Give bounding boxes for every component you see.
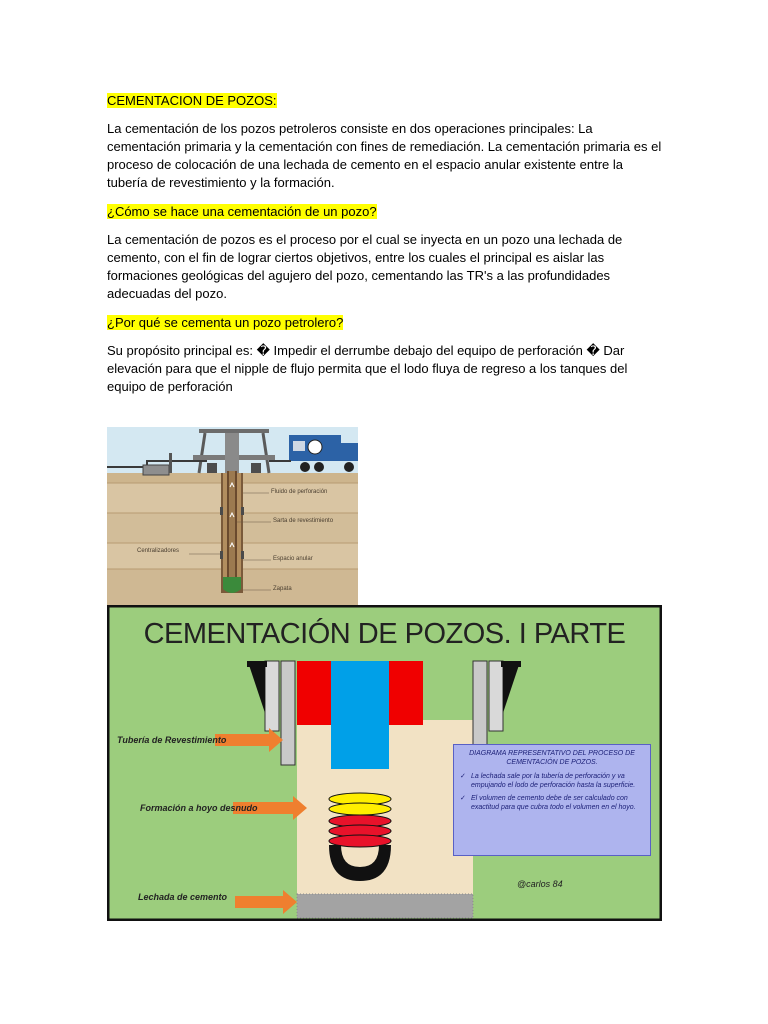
centralizer [220, 551, 223, 559]
wheel [344, 462, 354, 472]
valve [169, 453, 172, 473]
label-tuberia: Tubería de Revestimiento [117, 735, 227, 745]
label-annulus: Espacio anular [273, 556, 313, 562]
kelly [225, 433, 239, 473]
gauge [308, 440, 322, 454]
centralizer [241, 551, 244, 559]
rig-top-beam [199, 429, 269, 433]
info-box-item-text: La lechada sale por la tubería de perforación y va empujando el lodo de perforación hasta la superficie. [471, 773, 636, 789]
centralizer [241, 507, 244, 515]
heading-como-text: ¿Cómo se hace una cementación de un pozo? [107, 204, 377, 219]
bop [207, 463, 217, 473]
label-centralizers: Centralizadores [137, 548, 180, 554]
wheel [300, 462, 310, 472]
author-credit: @carlos 84 [517, 879, 563, 889]
label-casing-string: Sarta de revestimiento [273, 518, 334, 524]
info-box-item [460, 794, 644, 812]
drill-pipe [331, 661, 389, 761]
casing-inner [229, 471, 235, 587]
heading-cementacion [107, 92, 667, 109]
heading-cementacion-text: CEMENTACION DE POZOS: [107, 93, 277, 108]
cement-band-yellow [329, 803, 391, 815]
label-fluid: Fluido de perforación [271, 489, 328, 495]
paragraph-proposito: Su propósito principal es: � Impedir el derrumbe debajo del equipo de perforación � Dar elevación para que el nipple de flujo permita que el lodo fluya de regreso a los tanques del equipo de perforación [107, 343, 628, 394]
casing-wall-left [281, 661, 295, 765]
info-box-list [460, 772, 644, 812]
flange-right [501, 661, 521, 667]
diagram-info-box [453, 744, 651, 856]
label-formacion: Formación a hoyo desnudo [140, 803, 258, 813]
bop [251, 463, 261, 473]
checkmark-icon: ✓ [460, 773, 466, 780]
red-plug-right [389, 661, 423, 725]
heading-por-que-text: ¿Por qué se cementa un pozo petrolero? [107, 315, 344, 330]
heading-como [107, 203, 667, 220]
shoe-shape [223, 577, 241, 593]
mud-tank [143, 465, 169, 475]
outer-casing-right [489, 661, 503, 731]
paragraph-intro: La cementación de los pozos petroleros consiste en dos operaciones principales: La cementación primaria y la cementación con fines de remediación. La cementación primaria es el proceso de colocación de una lechada de cemento en el espacio anular existente entre la tubería de revestimiento y la formación. [107, 121, 662, 190]
centralizer [220, 507, 223, 515]
wellbore [220, 471, 244, 593]
info-box-item [460, 772, 644, 790]
well-rig-svg [107, 427, 358, 606]
outer-casing-left [265, 661, 279, 731]
red-plug-left [297, 661, 331, 725]
cementation-diagram [107, 605, 662, 921]
drill-pipe-lower [331, 761, 389, 769]
wheel [314, 462, 324, 472]
cement-slurry [297, 894, 473, 918]
diagram-title: CEMENTACIÓN DE POZOS. I PARTE [143, 618, 626, 650]
label-lechada: Lechada de cemento [138, 892, 228, 902]
truck-cab [341, 443, 358, 461]
heading-por-que [107, 314, 667, 331]
checkmark-icon: ✓ [460, 795, 466, 802]
info-box-title: DIAGRAMA REPRESENTATIVO DEL PROCESO DE CEMENTACIÓN DE POZOS. [469, 750, 635, 766]
info-box-item-text: El volumen de cemento debe de ser calculado con exactitud para que cubra todo el volumen en el hoyo. [471, 795, 636, 811]
document-body [107, 92, 667, 407]
truck-panel [293, 441, 305, 451]
label-shoe: Zapata [273, 586, 292, 592]
well-rig-illustration [107, 427, 358, 606]
flange-left [247, 661, 267, 667]
paragraph-proceso: La cementación de pozos es el proceso por el cual se inyecta en un pozo una lechada de cemento, con el fin de lograr ciertos objetivos, entre los cuales el principal es aislar las formaciones geológicas del agujero del pozo, cementando las TR's a las profundidades adecuadas del pozo. [107, 232, 623, 301]
